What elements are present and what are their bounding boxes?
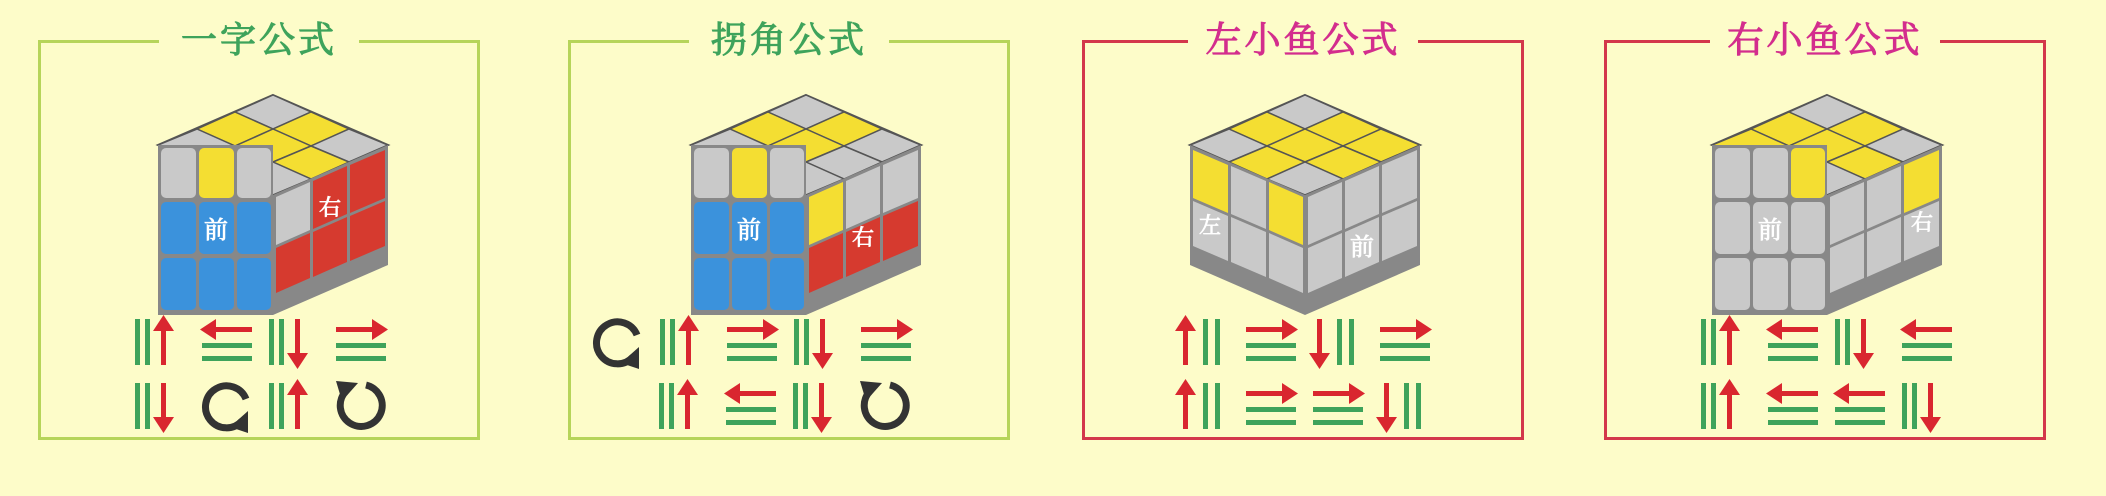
- move-top-left: [720, 375, 782, 437]
- move-top-right: [721, 311, 783, 373]
- move-right-down: [1896, 375, 1958, 437]
- front-face-label: 前: [737, 216, 761, 244]
- move-right-up: [1695, 311, 1757, 373]
- move-top-right: [330, 311, 392, 373]
- move-top-left: [1762, 311, 1824, 373]
- panel-title: 一字公式: [159, 17, 359, 65]
- formula-moves: [129, 311, 392, 439]
- side-face-label: 右: [318, 196, 342, 221]
- move-right-up: [654, 311, 716, 373]
- move-left-down: [1374, 375, 1436, 437]
- move-right-up: [263, 375, 325, 437]
- cube-illustration: [1707, 85, 1947, 325]
- rotate-clockwise-icon: [196, 375, 258, 437]
- cube-illustration: [686, 85, 926, 325]
- cube-illustration: [1185, 85, 1425, 325]
- rotate-counterclockwise-icon: [854, 375, 916, 437]
- side-face-label: 左: [1198, 214, 1222, 239]
- move-right-up: [129, 311, 191, 373]
- panel-title: 右小鱼公式: [1710, 17, 1940, 65]
- panel-title: 拐角公式: [689, 17, 889, 65]
- formula-moves: [587, 311, 917, 439]
- front-face-label: 前: [1350, 233, 1374, 261]
- panel-right-fish: [1604, 20, 2046, 440]
- move-right-down: [129, 375, 191, 437]
- formula-moves: [1173, 311, 1436, 439]
- move-top-left: [1829, 375, 1891, 437]
- move-left-down: [1307, 311, 1369, 373]
- panel-guaijiao: [568, 20, 1010, 440]
- formula-moves: [1695, 311, 1958, 439]
- front-face-label: 前: [204, 216, 228, 244]
- panel-left-fish: [1082, 20, 1524, 440]
- front-face-label: 前: [1758, 216, 1782, 244]
- move-top-right: [1240, 311, 1302, 373]
- move-left-up: [1173, 311, 1235, 373]
- move-left-up: [1173, 375, 1235, 437]
- side-face-label: 右: [1910, 211, 1934, 236]
- move-top-right: [1374, 311, 1436, 373]
- move-top-left: [1896, 311, 1958, 373]
- move-right-down: [787, 375, 849, 437]
- move-top-right: [1307, 375, 1369, 437]
- move-right-up: [653, 375, 715, 437]
- move-right-down: [263, 311, 325, 373]
- side-face-label: 右: [851, 226, 875, 251]
- move-top-right: [855, 311, 917, 373]
- move-right-up: [1695, 375, 1757, 437]
- move-top-right: [1240, 375, 1302, 437]
- panel-title: 左小鱼公式: [1188, 17, 1418, 65]
- move-top-left: [1762, 375, 1824, 437]
- move-right-down: [788, 311, 850, 373]
- panel-yizi: [38, 20, 480, 440]
- move-top-left: [196, 311, 258, 373]
- rotate-clockwise-icon: [587, 311, 649, 373]
- cube-illustration: [153, 85, 393, 325]
- move-right-down: [1829, 311, 1891, 373]
- rotate-counterclockwise-icon: [330, 375, 392, 437]
